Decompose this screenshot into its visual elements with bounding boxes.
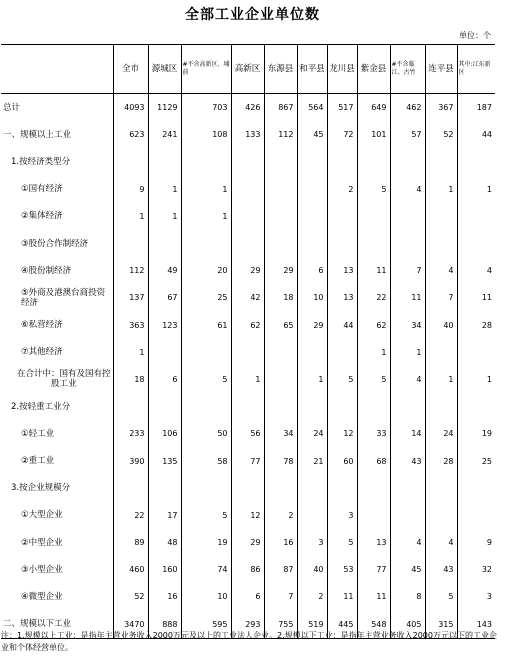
col-header: #不含临江、古竹 (390, 45, 425, 94)
value-cell: 45 (297, 121, 327, 148)
value-cell: 72 (327, 121, 357, 148)
table-row (1, 257, 495, 284)
value-cell (181, 230, 231, 257)
value-cell (425, 339, 457, 366)
value-cell: 52 (113, 583, 148, 610)
value-cell: 29 (231, 257, 264, 284)
value-cell: 13 (357, 529, 390, 556)
value-cell (231, 475, 264, 502)
value-cell: 18 (264, 284, 297, 311)
value-cell (113, 475, 148, 502)
value-cell: 390 (113, 447, 148, 474)
col-header: 源城区 (148, 45, 181, 94)
col-header: 紫金县 (357, 45, 390, 94)
value-cell: 4093 (113, 94, 148, 122)
value-cell: 6 (231, 583, 264, 610)
value-cell (297, 176, 327, 203)
value-cell: 11 (357, 583, 390, 610)
value-cell: 29 (231, 529, 264, 556)
row-label: ④微型企业 (21, 591, 63, 602)
value-cell (390, 502, 425, 529)
value-cell: 20 (181, 257, 231, 284)
value-cell: 68 (357, 447, 390, 474)
value-cell: 160 (148, 556, 181, 583)
value-cell: 123 (148, 312, 181, 339)
value-cell: 1 (113, 203, 148, 230)
value-cell (181, 148, 231, 175)
table-row (1, 94, 495, 122)
col-header: 龙川县 (327, 45, 357, 94)
value-cell: 24 (297, 420, 327, 447)
value-cell: 293 (231, 611, 264, 639)
value-cell: 5 (425, 583, 457, 610)
value-cell: 101 (357, 121, 390, 148)
value-cell: 7 (390, 257, 425, 284)
value-cell: 25 (457, 447, 495, 474)
value-cell (327, 339, 357, 366)
value-cell: 1 (181, 176, 231, 203)
value-cell: 187 (457, 94, 495, 122)
row-label: ①大型企业 (21, 510, 63, 521)
value-cell: 11 (327, 583, 357, 610)
value-cell (425, 502, 457, 529)
value-cell: 5 (327, 529, 357, 556)
value-cell: 1 (148, 176, 181, 203)
value-cell: 137 (113, 284, 148, 311)
value-cell (231, 148, 264, 175)
value-cell: 25 (181, 284, 231, 311)
value-cell: 32 (457, 556, 495, 583)
value-cell: 133 (231, 121, 264, 148)
value-cell: 1 (457, 176, 495, 203)
value-cell: 16 (264, 529, 297, 556)
value-cell (181, 339, 231, 366)
value-cell: 40 (297, 556, 327, 583)
value-cell: 4 (457, 257, 495, 284)
table-row (1, 420, 495, 447)
value-cell (148, 475, 181, 502)
value-cell: 315 (425, 611, 457, 639)
value-cell (297, 502, 327, 529)
value-cell: 517 (327, 94, 357, 122)
value-cell: 53 (327, 556, 357, 583)
value-cell: 6 (297, 257, 327, 284)
value-cell: 6 (148, 366, 181, 393)
value-cell (148, 230, 181, 257)
table-row (1, 529, 495, 556)
row-label: 一、规模以上工业 (3, 129, 72, 140)
value-cell (425, 475, 457, 502)
value-cell (357, 475, 390, 502)
value-cell: 12 (231, 502, 264, 529)
value-cell: 4 (390, 529, 425, 556)
table-row (1, 447, 495, 474)
value-cell: 2 (264, 502, 297, 529)
table-row (1, 556, 495, 583)
value-cell: 4 (425, 529, 457, 556)
value-cell: 60 (327, 447, 357, 474)
value-cell: 58 (181, 447, 231, 474)
value-cell: 1 (181, 203, 231, 230)
value-cell: 4 (390, 176, 425, 203)
value-cell (390, 203, 425, 230)
value-cell: 17 (148, 502, 181, 529)
value-cell: 548 (357, 611, 390, 639)
value-cell: 77 (357, 556, 390, 583)
value-cell: 77 (231, 447, 264, 474)
value-cell: 135 (148, 447, 181, 474)
table-title: 全部工业企业单位数 (185, 7, 320, 23)
value-cell: 363 (113, 312, 148, 339)
value-cell: 3470 (113, 611, 148, 639)
value-cell: 11 (390, 284, 425, 311)
value-cell: 67 (148, 284, 181, 311)
value-cell: 61 (181, 312, 231, 339)
value-cell: 1 (148, 203, 181, 230)
value-cell: 367 (425, 94, 457, 122)
value-cell: 3 (297, 529, 327, 556)
header-row (1, 45, 495, 94)
table-row (1, 284, 495, 311)
row-label: ②集体经济 (21, 211, 63, 222)
value-cell: 50 (181, 420, 231, 447)
value-cell (327, 475, 357, 502)
value-cell: 22 (357, 284, 390, 311)
value-cell (231, 339, 264, 366)
value-cell: 12 (327, 420, 357, 447)
row-label: ①轻工业 (21, 428, 55, 439)
value-cell (181, 475, 231, 502)
value-cell (327, 230, 357, 257)
header-label-cell (1, 45, 113, 94)
value-cell: 44 (457, 121, 495, 148)
table-body (1, 94, 495, 639)
value-cell (181, 393, 231, 420)
value-cell: 10 (181, 583, 231, 610)
value-cell: 2 (297, 583, 327, 610)
value-cell (297, 148, 327, 175)
value-cell (113, 393, 148, 420)
value-cell: 9 (113, 176, 148, 203)
value-cell: 5 (181, 502, 231, 529)
value-cell: 43 (390, 447, 425, 474)
table-row (1, 312, 495, 339)
value-cell: 11 (357, 257, 390, 284)
value-cell (425, 393, 457, 420)
value-cell (264, 148, 297, 175)
value-cell (357, 502, 390, 529)
value-cell: 48 (148, 529, 181, 556)
value-cell: 74 (181, 556, 231, 583)
row-label: ②重工业 (21, 456, 55, 467)
value-cell: 623 (113, 121, 148, 148)
col-header: 和平县 (297, 45, 327, 94)
value-cell (231, 203, 264, 230)
value-cell: 62 (231, 312, 264, 339)
row-label: ⑥私营经济 (21, 320, 63, 331)
value-cell (264, 339, 297, 366)
value-cell: 11 (457, 284, 495, 311)
value-cell: 4 (425, 257, 457, 284)
value-cell: 28 (425, 447, 457, 474)
value-cell: 16 (148, 583, 181, 610)
value-cell: 241 (148, 121, 181, 148)
value-cell: 21 (297, 447, 327, 474)
value-cell: 5 (327, 366, 357, 393)
col-header: 全市 (113, 45, 148, 94)
table-row (1, 502, 495, 529)
col-header: 连平县 (425, 45, 457, 94)
table-row (1, 203, 495, 230)
value-cell (357, 393, 390, 420)
col-header: #不含高新区、埔前 (181, 45, 231, 94)
value-cell: 5 (357, 366, 390, 393)
value-cell: 40 (425, 312, 457, 339)
row-label: 1.按经济类型分 (11, 156, 71, 167)
value-cell: 649 (357, 94, 390, 122)
value-cell: 460 (113, 556, 148, 583)
value-cell (264, 230, 297, 257)
value-cell: 29 (297, 312, 327, 339)
value-cell: 86 (231, 556, 264, 583)
value-cell: 1 (390, 339, 425, 366)
value-cell: 19 (457, 420, 495, 447)
value-cell (457, 502, 495, 529)
value-cell: 22 (113, 502, 148, 529)
value-cell (327, 148, 357, 175)
value-cell: 89 (113, 529, 148, 556)
value-cell: 888 (148, 611, 181, 639)
value-cell: 755 (264, 611, 297, 639)
value-cell: 10 (297, 284, 327, 311)
col-header: 其中:江东新区 (457, 45, 495, 94)
table-row (1, 393, 495, 420)
value-cell (231, 176, 264, 203)
value-cell: 1 (297, 366, 327, 393)
value-cell: 595 (181, 611, 231, 639)
value-cell: 233 (113, 420, 148, 447)
value-cell (148, 148, 181, 175)
value-cell: 3 (457, 583, 495, 610)
value-cell: 867 (264, 94, 297, 122)
value-cell (425, 230, 457, 257)
value-cell: 8 (390, 583, 425, 610)
table-row (1, 121, 495, 148)
row-label: 3.按企业规模分 (11, 483, 71, 494)
value-cell (113, 148, 148, 175)
value-cell (357, 230, 390, 257)
value-cell: 1 (457, 366, 495, 393)
value-cell: 1 (425, 366, 457, 393)
value-cell (425, 148, 457, 175)
row-label: ⑤外商及港澳台商投资经济 (21, 287, 106, 308)
value-cell (390, 230, 425, 257)
value-cell: 5 (181, 366, 231, 393)
value-cell (390, 475, 425, 502)
value-cell (113, 230, 148, 257)
value-cell (457, 230, 495, 257)
value-cell: 57 (390, 121, 425, 148)
row-label: 总计 (3, 102, 21, 113)
value-cell: 108 (181, 121, 231, 148)
row-label: 2.按轻重工业分 (11, 401, 71, 412)
table-row (1, 583, 495, 610)
value-cell (264, 393, 297, 420)
value-cell: 112 (113, 257, 148, 284)
value-cell: 34 (390, 312, 425, 339)
value-cell: 14 (390, 420, 425, 447)
value-cell: 44 (327, 312, 357, 339)
value-cell: 9 (457, 529, 495, 556)
value-cell: 445 (327, 611, 357, 639)
table-row (1, 148, 495, 175)
table-row (1, 230, 495, 257)
value-cell: 143 (457, 611, 495, 639)
value-cell: 78 (264, 447, 297, 474)
data-table (1, 44, 495, 639)
value-cell (231, 393, 264, 420)
value-cell: 87 (264, 556, 297, 583)
unit-label: 单位：个 (459, 31, 491, 40)
value-cell: 1 (357, 339, 390, 366)
value-cell (148, 393, 181, 420)
value-cell (297, 475, 327, 502)
value-cell: 52 (425, 121, 457, 148)
value-cell: 519 (297, 611, 327, 639)
table-row (1, 176, 495, 203)
value-cell: 3 (327, 502, 357, 529)
value-cell: 7 (264, 583, 297, 610)
value-cell: 42 (231, 284, 264, 311)
value-cell (425, 203, 457, 230)
value-cell: 405 (390, 611, 425, 639)
row-label: ④股份制经济 (21, 265, 72, 276)
value-cell: 34 (264, 420, 297, 447)
row-label: 二、规模以下工业 (1, 611, 113, 639)
row-label: ⑦其他经济 (21, 347, 63, 358)
value-cell (457, 475, 495, 502)
value-cell (264, 475, 297, 502)
value-cell: 462 (390, 94, 425, 122)
value-cell: 2 (327, 176, 357, 203)
value-cell: 62 (357, 312, 390, 339)
value-cell: 56 (231, 420, 264, 447)
value-cell: 5 (357, 176, 390, 203)
row-label: 在合计中：国有及国有控股工业 (16, 369, 111, 390)
value-cell (264, 366, 297, 393)
value-cell: 7 (425, 284, 457, 311)
value-cell (297, 203, 327, 230)
value-cell: 49 (148, 257, 181, 284)
row-label: ③股份合作制经济 (21, 238, 89, 249)
value-cell: 703 (181, 94, 231, 122)
col-header: 东源县 (264, 45, 297, 94)
value-cell: 29 (264, 257, 297, 284)
value-cell: 4 (390, 366, 425, 393)
value-cell: 564 (297, 94, 327, 122)
table-row (1, 475, 495, 502)
value-cell (327, 203, 357, 230)
footnote: 注：1.规模以上工业：是指年主营业务收入2000万元及以上的工业法人企业。2.规模以下工业：是指年主营业务收入2000万元以下的工业企业和个体经营单位。 (1, 631, 497, 652)
row-label: ③小型企业 (21, 564, 63, 575)
value-cell (297, 230, 327, 257)
value-cell (297, 339, 327, 366)
table-row (1, 366, 495, 393)
value-cell: 1 (231, 366, 264, 393)
value-cell (264, 203, 297, 230)
value-cell (148, 339, 181, 366)
value-cell: 65 (264, 312, 297, 339)
value-cell: 33 (357, 420, 390, 447)
value-cell: 426 (231, 94, 264, 122)
value-cell: 24 (425, 420, 457, 447)
value-cell: 112 (264, 121, 297, 148)
row-label: ①国有经济 (21, 184, 63, 195)
value-cell (390, 148, 425, 175)
value-cell (327, 393, 357, 420)
value-cell (457, 339, 495, 366)
value-cell (457, 203, 495, 230)
value-cell (390, 393, 425, 420)
value-cell: 1 (425, 176, 457, 203)
value-cell (357, 203, 390, 230)
value-cell (457, 393, 495, 420)
row-label: ②中型企业 (21, 537, 63, 548)
value-cell (231, 230, 264, 257)
col-header: 高新区 (231, 45, 264, 94)
value-cell (297, 393, 327, 420)
value-cell: 1129 (148, 94, 181, 122)
value-cell: 106 (148, 420, 181, 447)
value-cell (457, 148, 495, 175)
value-cell: 45 (390, 556, 425, 583)
value-cell: 28 (457, 312, 495, 339)
value-cell: 13 (327, 257, 357, 284)
value-cell: 18 (113, 366, 148, 393)
value-cell: 13 (327, 284, 357, 311)
value-cell: 19 (181, 529, 231, 556)
value-cell (264, 176, 297, 203)
table-row (1, 339, 495, 366)
value-cell: 43 (425, 556, 457, 583)
value-cell: 1 (113, 339, 148, 366)
value-cell (357, 148, 390, 175)
